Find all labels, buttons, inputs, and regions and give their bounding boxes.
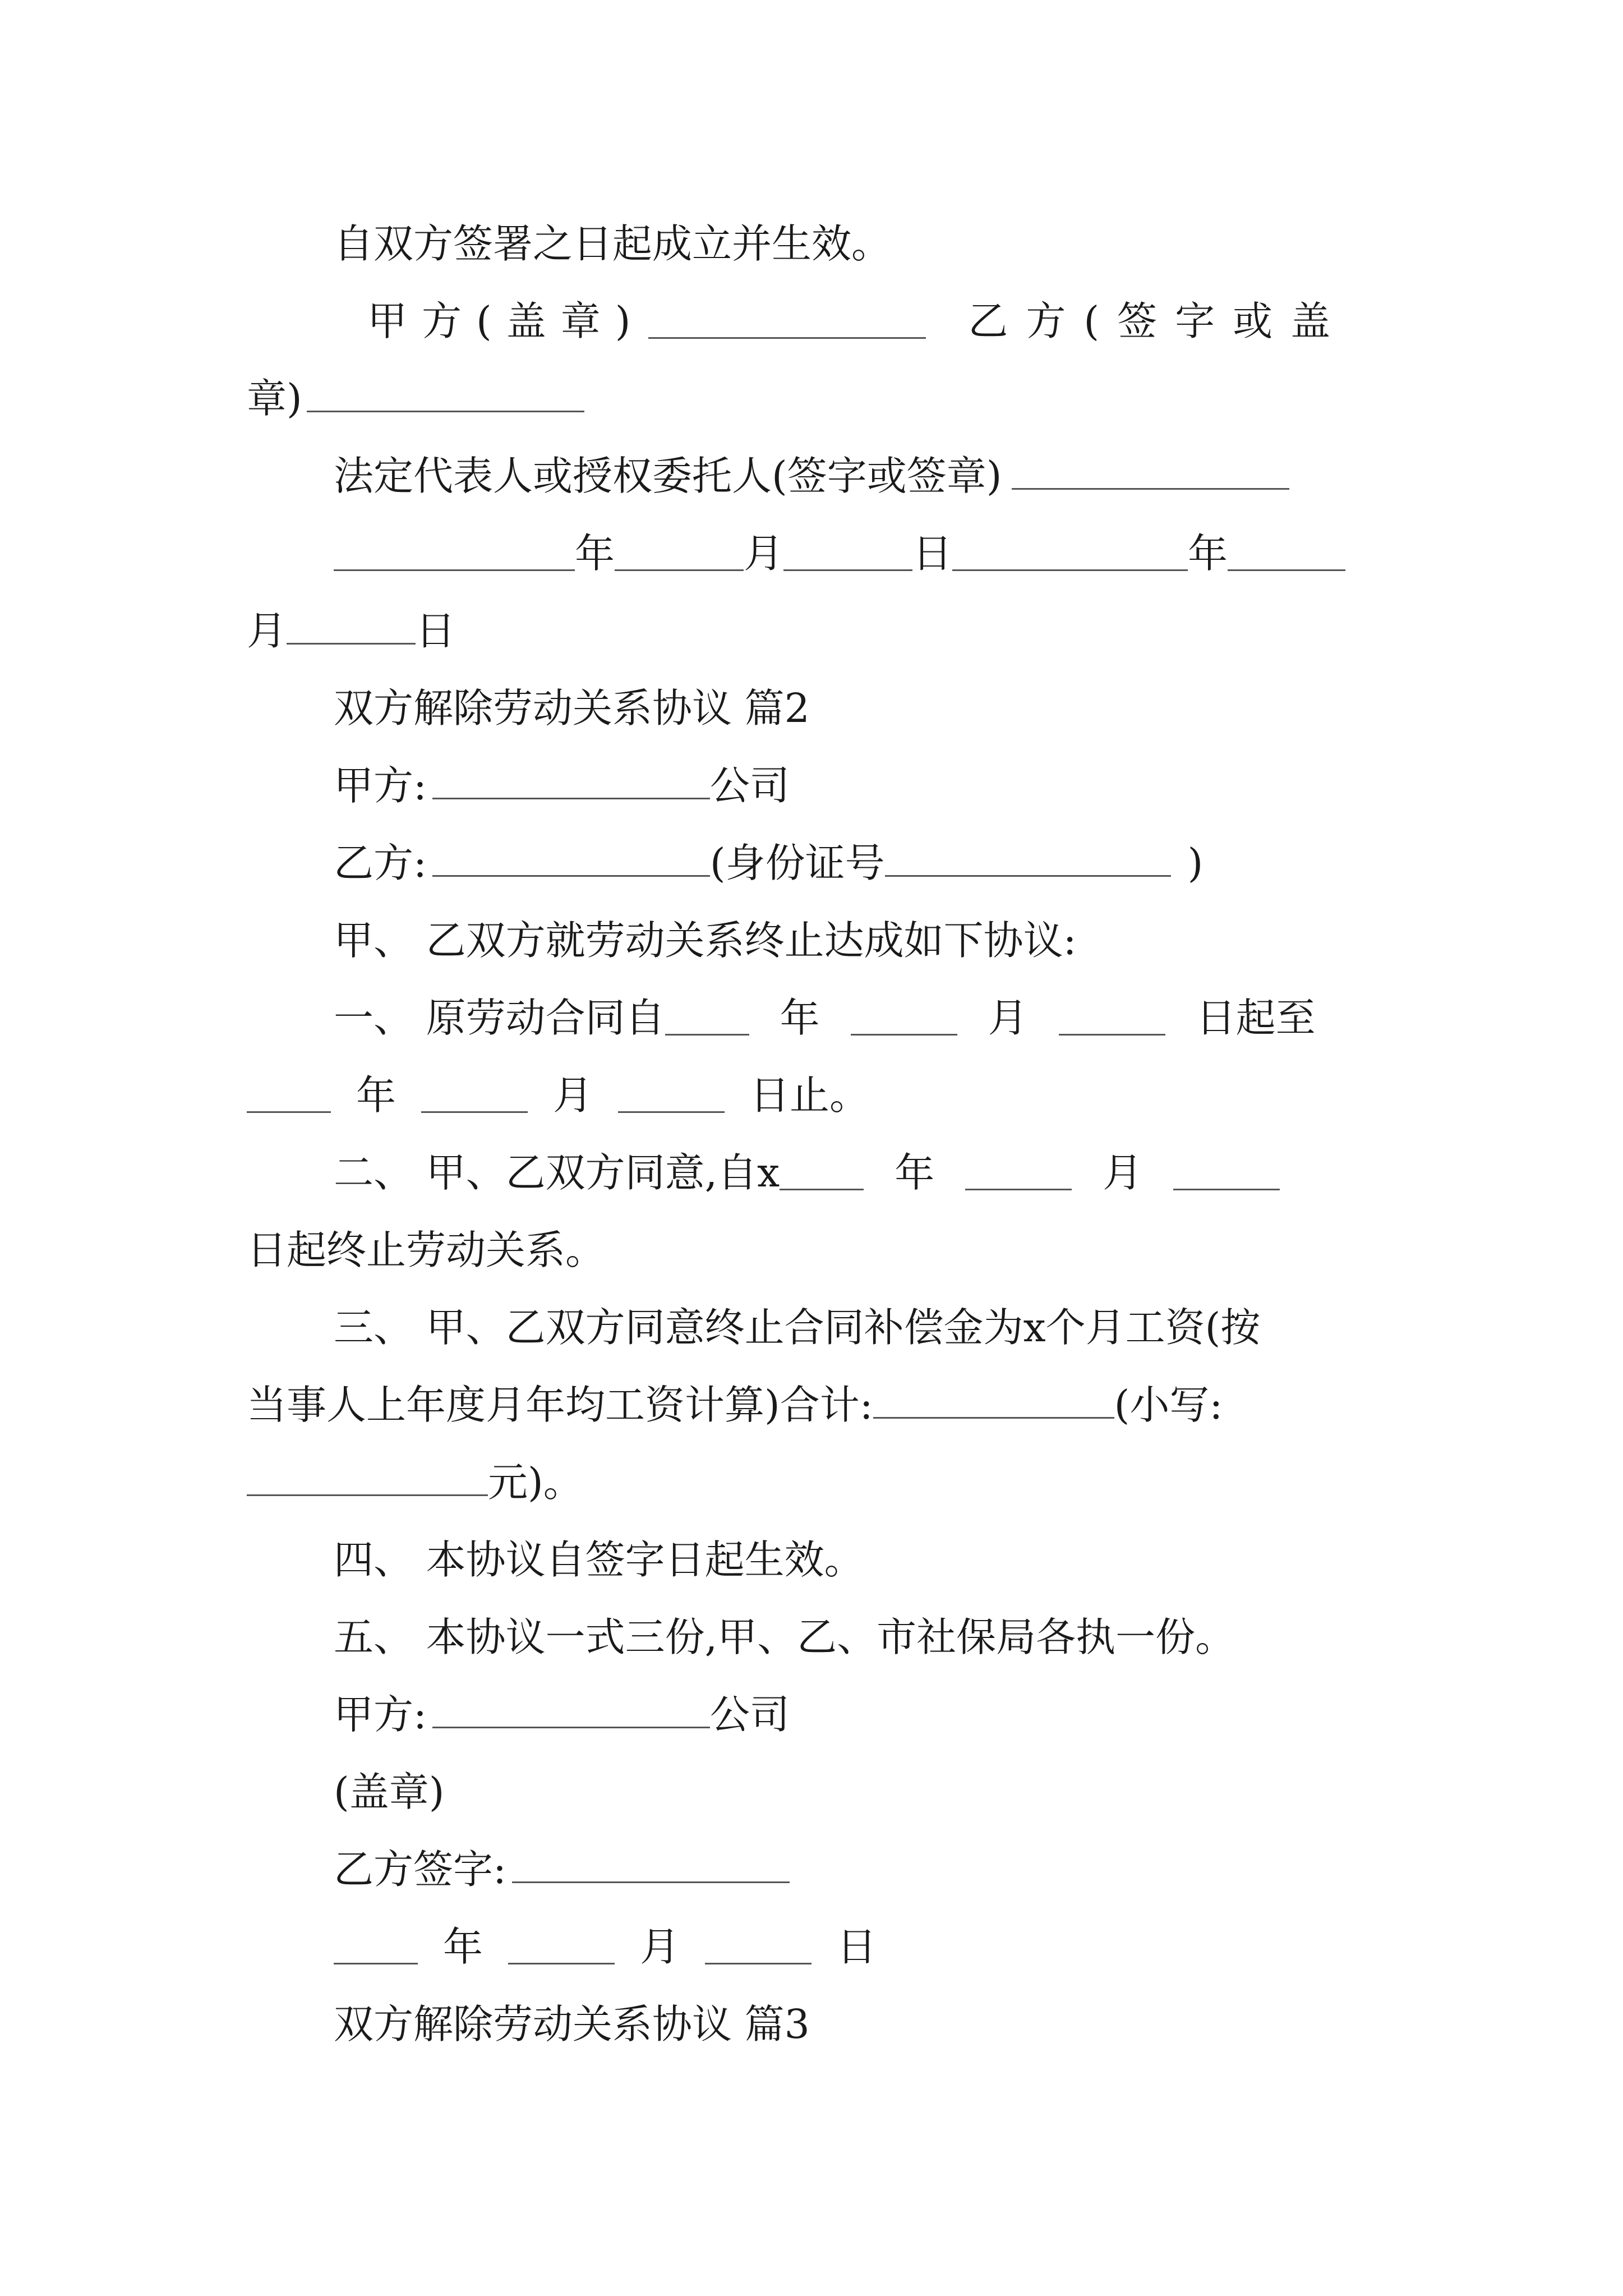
agreement-intro	[247, 910, 1391, 972]
month-blank-b	[1228, 537, 1345, 571]
party-b-sign-blank	[307, 378, 584, 412]
sign-party-a-label: 甲方:	[334, 1691, 427, 1738]
clause-1-from-year-label: 年	[780, 995, 820, 1041]
year-blank-a	[334, 537, 575, 571]
year-label-a: 年	[575, 530, 615, 577]
clause-1-from-month-label: 月	[988, 995, 1028, 1041]
clause-5-text: 五、 本协议一式三份,甲、乙、市社保局各执一份。	[334, 1614, 1235, 1660]
date-row-2	[247, 600, 1391, 662]
clause-4-text: 四、 本协议自签字日起生效。	[334, 1536, 864, 1583]
section-3-heading	[247, 1994, 1391, 2055]
clause-4	[247, 1529, 1391, 1591]
clause-3-text-1: 三、 甲、乙双方同意终止合同补偿金为x个月工资(按	[334, 1304, 1261, 1351]
clause-3-line-3	[247, 1452, 1391, 1513]
clause-1-from-day-blank	[1059, 1001, 1165, 1036]
legal-rep-blank	[1012, 455, 1289, 490]
company-suffix: 公司	[709, 762, 790, 809]
effect-clause	[247, 213, 1391, 275]
clause-2-month-blank	[965, 1156, 1072, 1190]
clause-2-day-blank	[1173, 1156, 1280, 1190]
day-blank-a	[783, 537, 912, 571]
sign-month-label: 月	[640, 1924, 680, 1970]
clause-1-line-2	[247, 1065, 1391, 1126]
legal-rep-label: 法定代表人或授权委托人(签字或签章)	[334, 453, 1002, 499]
party-b-row	[247, 832, 1391, 894]
effect-text: 自双方签署之日起成立并生效。	[334, 220, 892, 267]
clause-3-text-2: 当事人上年度月年均工资计算)合计:	[247, 1382, 873, 1428]
clause-1-to-day-blank	[618, 1079, 725, 1113]
sign-year-blank	[334, 1930, 418, 1964]
section-2-title: 双方解除劳动关系协议 篇2	[334, 685, 810, 731]
clause-2-year-blank	[780, 1156, 864, 1190]
sign-seal-label: (盖章)	[334, 1769, 445, 1815]
clause-1-from-month-blank	[851, 1001, 957, 1036]
clause-3-end: 元)。	[488, 1459, 583, 1506]
sign-day-blank	[705, 1930, 811, 1964]
clause-1-from-year-blank	[665, 1001, 749, 1036]
clause-3-line-2	[247, 1374, 1391, 1436]
id-number-close: )	[1187, 840, 1204, 886]
month-label-a: 月	[744, 530, 784, 577]
year-label-b: 年	[1188, 530, 1228, 577]
month-blank-a	[615, 537, 744, 571]
clause-1-to-month-label: 月	[553, 1072, 593, 1119]
sign-year-label: 年	[443, 1924, 483, 1970]
day-label-b: 日	[416, 608, 456, 654]
signature-row-parties	[247, 291, 1391, 352]
day-label-a: 日	[912, 530, 953, 577]
clause-2-year-label: 年	[895, 1149, 935, 1196]
party-b-label: 乙方:	[334, 840, 427, 886]
clause-3-line-1	[247, 1297, 1391, 1359]
party-a-seal-blank	[648, 305, 926, 339]
clause-1-line-1	[247, 987, 1391, 1049]
date-row-1	[247, 523, 1391, 585]
agreement-intro-text: 甲、 乙双方就劳动关系终止达成如下协议:	[334, 917, 1077, 964]
clause-1-to-suffix: 日止。	[750, 1072, 870, 1119]
party-a-label: 甲方:	[334, 762, 427, 809]
clause-1-to-year-blank	[247, 1079, 331, 1113]
sign-party-a-row	[247, 1684, 1391, 1746]
compensation-small-label: (小写:	[1114, 1382, 1223, 1428]
sign-day-label: 日	[837, 1924, 877, 1970]
clause-1-from-suffix: 日起至	[1196, 995, 1316, 1041]
party-a-seal-label: 甲方(盖章)	[367, 298, 645, 344]
clause-2-suffix: 日起终止劳动关系。	[247, 1227, 606, 1273]
compensation-small-blank	[247, 1462, 488, 1496]
clause-5	[247, 1607, 1391, 1668]
party-b-sign-label: 乙方(签字或盖	[968, 298, 1349, 344]
party-a-company-blank	[432, 765, 710, 799]
sign-seal-row	[247, 1761, 1391, 1823]
section-2-heading	[247, 678, 1391, 739]
month-label-b: 月	[247, 608, 287, 654]
clause-1-prefix: 一、 原劳动合同自	[334, 995, 665, 1041]
clause-2-month-label: 月	[1103, 1149, 1143, 1196]
clause-2-line-2	[247, 1220, 1391, 1281]
day-blank-b	[287, 610, 416, 645]
year-blank-b	[952, 537, 1188, 571]
id-number-label: (身份证号	[709, 840, 885, 886]
clause-1-to-year-label: 年	[356, 1072, 396, 1119]
legal-rep-row	[247, 445, 1391, 507]
sign-party-b-row	[247, 1839, 1391, 1901]
sign-date-row	[247, 1916, 1391, 1978]
sign-month-blank	[508, 1930, 615, 1964]
sign-party-a-blank	[432, 1694, 710, 1728]
clause-2-prefix: 二、 甲、乙双方同意,自x	[334, 1149, 780, 1196]
party-b-sign-label-cont: 章)	[247, 375, 302, 422]
sign-party-b-blank	[512, 1849, 790, 1883]
clause-2-line-1	[247, 1142, 1391, 1204]
sign-company-suffix: 公司	[709, 1691, 790, 1738]
section-3-title: 双方解除劳动关系协议 篇3	[334, 2001, 810, 2047]
party-a-row	[247, 755, 1391, 817]
signature-row-continued	[247, 368, 1391, 430]
id-number-blank	[885, 843, 1171, 877]
clause-1-to-month-blank	[421, 1079, 528, 1113]
party-b-name-blank	[432, 843, 710, 877]
compensation-total-blank	[873, 1384, 1114, 1419]
sign-party-b-label: 乙方签字:	[334, 1846, 506, 1893]
